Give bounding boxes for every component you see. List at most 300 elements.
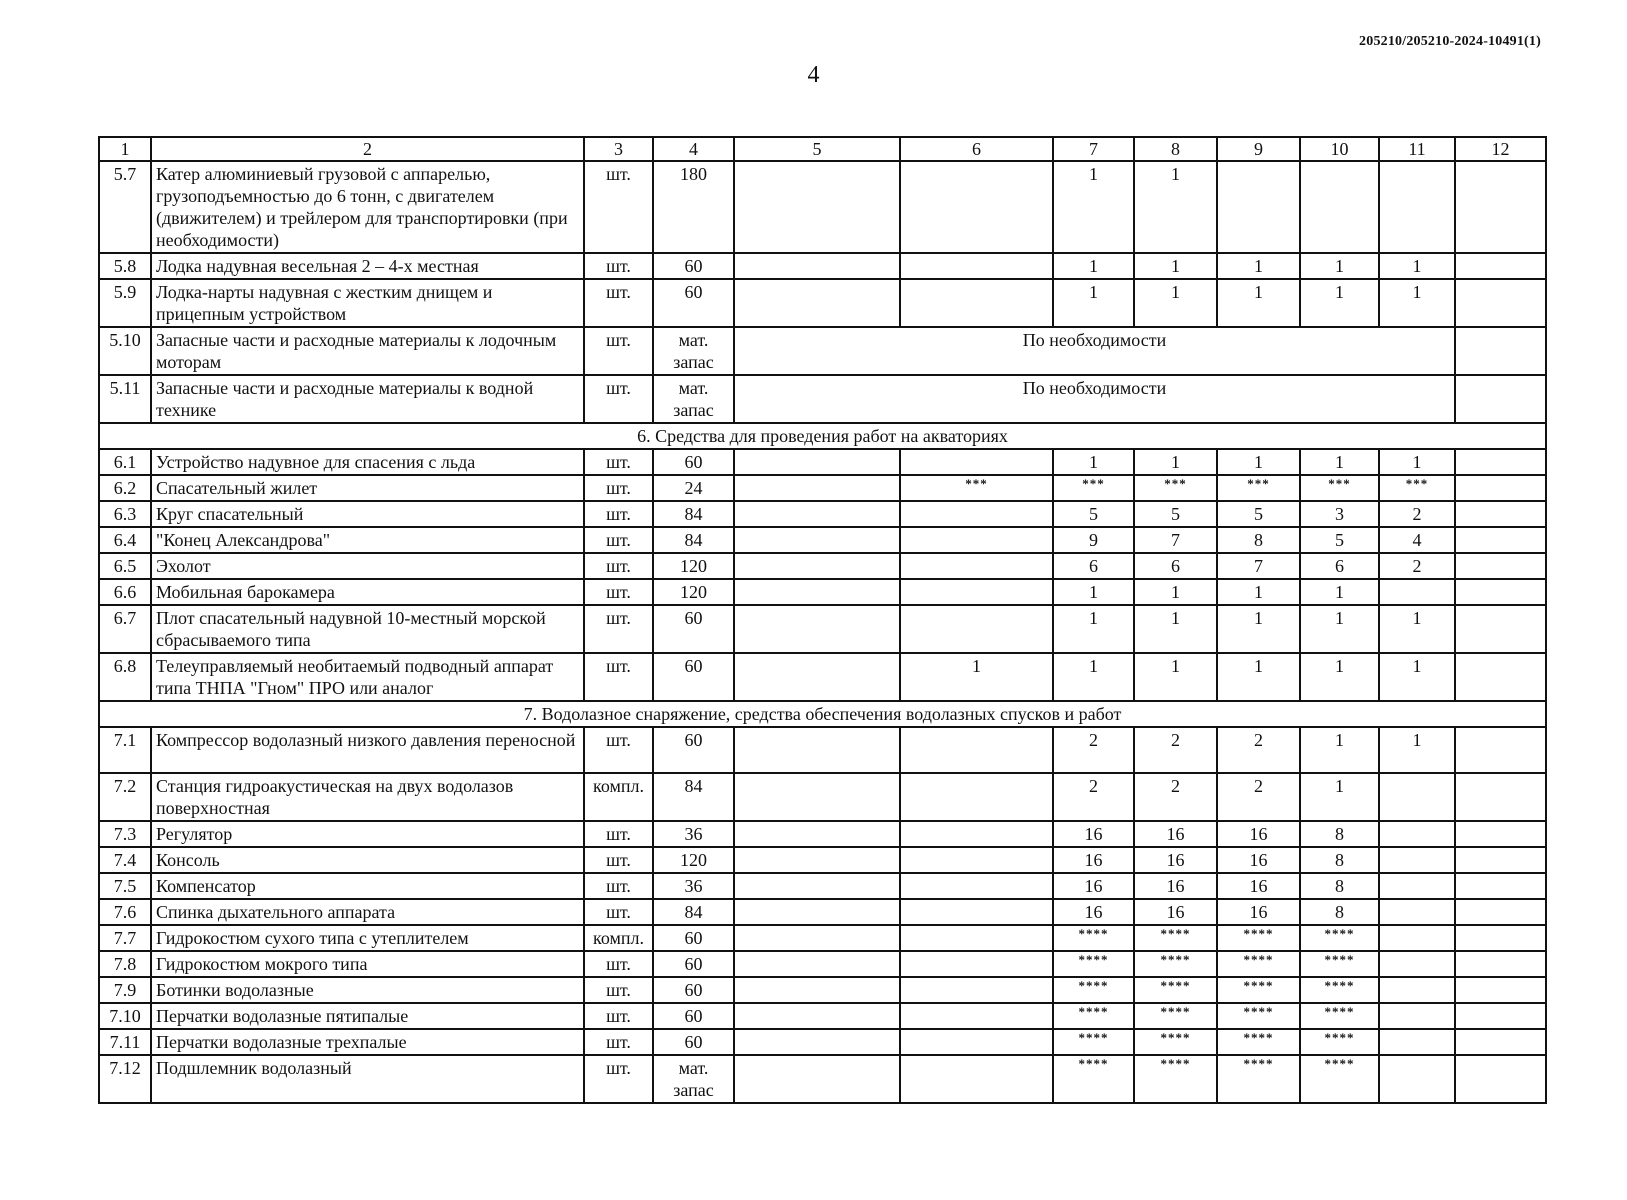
quantity-cell bbox=[1455, 847, 1546, 873]
item-name: Мобильная барокамера bbox=[151, 579, 584, 605]
item-name: Гидрокостюм сухого типа с утеплителем bbox=[151, 925, 584, 951]
quantity-cell bbox=[734, 605, 900, 653]
item-term: 60 bbox=[653, 925, 734, 951]
table-row bbox=[99, 253, 1546, 279]
column-header: 5 bbox=[734, 137, 900, 161]
quantity-cell: 1 bbox=[1134, 449, 1217, 475]
quantity-cell: 1 bbox=[1053, 253, 1134, 279]
quantity-cell: 7 bbox=[1217, 553, 1300, 579]
quantity-cell bbox=[900, 773, 1053, 821]
item-term: 180 bbox=[653, 161, 734, 253]
quantity-cell bbox=[734, 821, 900, 847]
column-header: 3 bbox=[584, 137, 653, 161]
quantity-cell: *** bbox=[1053, 475, 1134, 501]
quantity-cell: **** bbox=[1134, 1055, 1217, 1103]
item-name: Регулятор bbox=[151, 821, 584, 847]
quantity-cell: *** bbox=[1300, 475, 1379, 501]
table-row bbox=[99, 727, 1546, 773]
section-title: 7. Водолазное снаряжение, средства обеспечения водолазных спусков и работ bbox=[99, 701, 1546, 727]
quantity-cell: 1 bbox=[1300, 773, 1379, 821]
quantity-cell bbox=[1455, 375, 1546, 423]
quantity-cell: 1 bbox=[1053, 449, 1134, 475]
item-term: 84 bbox=[653, 899, 734, 925]
quantity-cell: 8 bbox=[1300, 821, 1379, 847]
quantity-cell bbox=[900, 527, 1053, 553]
table-row bbox=[99, 1029, 1546, 1055]
quantity-cell: 16 bbox=[1217, 873, 1300, 899]
table-row bbox=[99, 653, 1546, 701]
item-unit: шт. bbox=[584, 1055, 653, 1103]
quantity-cell: 1 bbox=[1134, 253, 1217, 279]
quantity-cell: 5 bbox=[1217, 501, 1300, 527]
item-name: Перчатки водолазные пятипалые bbox=[151, 1003, 584, 1029]
item-unit: компл. bbox=[584, 773, 653, 821]
quantity-cell: 8 bbox=[1300, 899, 1379, 925]
item-term: 60 bbox=[653, 727, 734, 773]
quantity-cell bbox=[734, 253, 900, 279]
quantity-cell: 1 bbox=[1134, 161, 1217, 253]
item-unit: шт. bbox=[584, 375, 653, 423]
quantity-cell: **** bbox=[1217, 1003, 1300, 1029]
quantity-cell bbox=[1379, 951, 1455, 977]
quantity-cell: *** bbox=[1217, 475, 1300, 501]
item-number: 7.5 bbox=[99, 873, 151, 899]
quantity-cell bbox=[734, 501, 900, 527]
item-term: 60 bbox=[653, 449, 734, 475]
quantity-cell bbox=[900, 821, 1053, 847]
quantity-cell: 16 bbox=[1217, 899, 1300, 925]
table-row bbox=[99, 977, 1546, 1003]
quantity-cell bbox=[900, 449, 1053, 475]
item-name: Ботинки водолазные bbox=[151, 977, 584, 1003]
quantity-cell bbox=[1455, 605, 1546, 653]
quantity-cell bbox=[1455, 899, 1546, 925]
quantity-cell bbox=[734, 579, 900, 605]
quantity-cell bbox=[900, 1055, 1053, 1103]
item-name: Запасные части и расходные материалы к лодочным моторам bbox=[151, 327, 584, 375]
quantity-cell bbox=[1455, 925, 1546, 951]
quantity-cell: 2 bbox=[1053, 773, 1134, 821]
item-term: 36 bbox=[653, 873, 734, 899]
quantity-cell bbox=[734, 279, 900, 327]
quantity-cell: **** bbox=[1134, 1003, 1217, 1029]
item-number: 7.10 bbox=[99, 1003, 151, 1029]
item-term: 24 bbox=[653, 475, 734, 501]
as-needed-note: По необходимости bbox=[734, 375, 1455, 423]
quantity-cell bbox=[1455, 279, 1546, 327]
quantity-cell: 1 bbox=[1300, 449, 1379, 475]
item-unit: шт. bbox=[584, 1029, 653, 1055]
quantity-cell: 16 bbox=[1053, 847, 1134, 873]
quantity-cell bbox=[734, 449, 900, 475]
quantity-cell: **** bbox=[1300, 1003, 1379, 1029]
quantity-cell bbox=[734, 773, 900, 821]
table-row bbox=[99, 279, 1546, 327]
quantity-cell: 16 bbox=[1134, 847, 1217, 873]
item-unit: шт. bbox=[584, 161, 653, 253]
quantity-cell bbox=[1455, 951, 1546, 977]
quantity-cell bbox=[900, 925, 1053, 951]
quantity-cell: 2 bbox=[1134, 727, 1217, 773]
table-row bbox=[99, 925, 1546, 951]
item-number: 7.7 bbox=[99, 925, 151, 951]
quantity-cell: **** bbox=[1053, 1003, 1134, 1029]
column-header: 1 bbox=[99, 137, 151, 161]
quantity-cell: 4 bbox=[1379, 527, 1455, 553]
item-number: 5.8 bbox=[99, 253, 151, 279]
quantity-cell: 16 bbox=[1134, 821, 1217, 847]
quantity-cell: 7 bbox=[1134, 527, 1217, 553]
quantity-cell: 1 bbox=[1300, 605, 1379, 653]
quantity-cell: **** bbox=[1300, 1055, 1379, 1103]
item-unit: шт. bbox=[584, 579, 653, 605]
quantity-cell: 6 bbox=[1053, 553, 1134, 579]
item-term: мат. запас bbox=[653, 375, 734, 423]
item-unit: шт. bbox=[584, 279, 653, 327]
quantity-cell: 1 bbox=[1217, 279, 1300, 327]
table-row bbox=[99, 899, 1546, 925]
document-number: 205210/205210-2024-10491(1) bbox=[1359, 34, 1541, 49]
item-unit: шт. bbox=[584, 553, 653, 579]
item-number: 7.9 bbox=[99, 977, 151, 1003]
quantity-cell bbox=[1379, 1029, 1455, 1055]
quantity-cell: 1 bbox=[1379, 605, 1455, 653]
item-term: мат. запас bbox=[653, 1055, 734, 1103]
item-number: 5.7 bbox=[99, 161, 151, 253]
table-row bbox=[99, 449, 1546, 475]
item-term: 120 bbox=[653, 847, 734, 873]
column-header: 9 bbox=[1217, 137, 1300, 161]
quantity-cell: 16 bbox=[1053, 873, 1134, 899]
item-name: Устройство надувное для спасения с льда bbox=[151, 449, 584, 475]
table-row bbox=[99, 1003, 1546, 1029]
column-header: 10 bbox=[1300, 137, 1379, 161]
quantity-cell bbox=[1379, 899, 1455, 925]
item-number: 5.11 bbox=[99, 375, 151, 423]
quantity-cell bbox=[734, 1029, 900, 1055]
quantity-cell: 1 bbox=[1379, 449, 1455, 475]
quantity-cell: **** bbox=[1134, 977, 1217, 1003]
item-unit: шт. bbox=[584, 727, 653, 773]
quantity-cell bbox=[1379, 1055, 1455, 1103]
quantity-cell: 1 bbox=[1053, 161, 1134, 253]
quantity-cell bbox=[734, 527, 900, 553]
table-row bbox=[99, 605, 1546, 653]
quantity-cell bbox=[900, 873, 1053, 899]
item-name: Телеуправляемый необитаемый подводный аппарат типа ТНПА "Гном" ПРО или аналог bbox=[151, 653, 584, 701]
quantity-cell bbox=[734, 553, 900, 579]
item-unit: компл. bbox=[584, 925, 653, 951]
quantity-cell: **** bbox=[1217, 977, 1300, 1003]
quantity-cell: **** bbox=[1053, 977, 1134, 1003]
quantity-cell bbox=[900, 553, 1053, 579]
quantity-cell bbox=[734, 161, 900, 253]
quantity-cell: 16 bbox=[1217, 821, 1300, 847]
item-number: 5.10 bbox=[99, 327, 151, 375]
quantity-cell bbox=[900, 1003, 1053, 1029]
item-unit: шт. bbox=[584, 449, 653, 475]
item-number: 7.8 bbox=[99, 951, 151, 977]
quantity-cell bbox=[1455, 253, 1546, 279]
quantity-cell bbox=[1455, 579, 1546, 605]
column-header: 4 bbox=[653, 137, 734, 161]
item-number: 7.3 bbox=[99, 821, 151, 847]
quantity-cell: 1 bbox=[1300, 279, 1379, 327]
item-number: 6.7 bbox=[99, 605, 151, 653]
item-term: 60 bbox=[653, 977, 734, 1003]
item-number: 6.6 bbox=[99, 579, 151, 605]
item-number: 6.1 bbox=[99, 449, 151, 475]
as-needed-note: По необходимости bbox=[734, 327, 1455, 375]
quantity-cell: 1 bbox=[1300, 653, 1379, 701]
quantity-cell bbox=[900, 977, 1053, 1003]
column-header: 7 bbox=[1053, 137, 1134, 161]
item-name: Перчатки водолазные трехпалые bbox=[151, 1029, 584, 1055]
quantity-cell bbox=[1455, 773, 1546, 821]
item-name: Запасные части и расходные материалы к водной технике bbox=[151, 375, 584, 423]
column-header-row bbox=[99, 137, 1546, 161]
quantity-cell bbox=[1455, 475, 1546, 501]
quantity-cell: 5 bbox=[1053, 501, 1134, 527]
quantity-cell bbox=[1455, 1003, 1546, 1029]
item-unit: шт. bbox=[584, 821, 653, 847]
quantity-cell bbox=[1455, 1055, 1546, 1103]
item-name: Лодка надувная весельная 2 – 4-х местная bbox=[151, 253, 584, 279]
quantity-cell: **** bbox=[1134, 951, 1217, 977]
quantity-cell: 2 bbox=[1379, 553, 1455, 579]
quantity-cell: 1 bbox=[1379, 279, 1455, 327]
item-unit: шт. bbox=[584, 951, 653, 977]
table-row bbox=[99, 501, 1546, 527]
equipment-table bbox=[98, 136, 1547, 1104]
quantity-cell bbox=[1300, 161, 1379, 253]
quantity-cell bbox=[1455, 553, 1546, 579]
quantity-cell: *** bbox=[900, 475, 1053, 501]
quantity-cell: 1 bbox=[1053, 279, 1134, 327]
item-term: 60 bbox=[653, 951, 734, 977]
table-row bbox=[99, 553, 1546, 579]
item-unit: шт. bbox=[584, 653, 653, 701]
quantity-cell bbox=[734, 727, 900, 773]
item-term: 60 bbox=[653, 253, 734, 279]
quantity-cell bbox=[734, 873, 900, 899]
item-number: 5.9 bbox=[99, 279, 151, 327]
quantity-cell: 1 bbox=[1379, 253, 1455, 279]
quantity-cell bbox=[734, 847, 900, 873]
quantity-cell: 16 bbox=[1134, 873, 1217, 899]
quantity-cell bbox=[900, 605, 1053, 653]
quantity-cell bbox=[900, 279, 1053, 327]
quantity-cell: **** bbox=[1053, 951, 1134, 977]
item-number: 6.8 bbox=[99, 653, 151, 701]
quantity-cell: 8 bbox=[1217, 527, 1300, 553]
quantity-cell: 5 bbox=[1134, 501, 1217, 527]
quantity-cell bbox=[1455, 977, 1546, 1003]
quantity-cell bbox=[1379, 873, 1455, 899]
quantity-cell: 16 bbox=[1217, 847, 1300, 873]
quantity-cell bbox=[1455, 873, 1546, 899]
item-number: 7.2 bbox=[99, 773, 151, 821]
item-unit: шт. bbox=[584, 847, 653, 873]
item-name: Лодка-нарты надувная с жестким днищем и прицепным устройством bbox=[151, 279, 584, 327]
quantity-cell: 1 bbox=[1379, 727, 1455, 773]
item-number: 7.11 bbox=[99, 1029, 151, 1055]
quantity-cell: 2 bbox=[1217, 727, 1300, 773]
quantity-cell: **** bbox=[1053, 1029, 1134, 1055]
item-number: 7.1 bbox=[99, 727, 151, 773]
quantity-cell: **** bbox=[1053, 1055, 1134, 1103]
item-term: 120 bbox=[653, 553, 734, 579]
item-name: Плот спасательный надувной 10-местный морской сбрасываемого типа bbox=[151, 605, 584, 653]
item-unit: шт. bbox=[584, 501, 653, 527]
item-name: Круг спасательный bbox=[151, 501, 584, 527]
item-unit: шт. bbox=[584, 873, 653, 899]
quantity-cell bbox=[734, 977, 900, 1003]
quantity-cell bbox=[1455, 527, 1546, 553]
quantity-cell: **** bbox=[1134, 1029, 1217, 1055]
quantity-cell: 2 bbox=[1217, 773, 1300, 821]
quantity-cell: 8 bbox=[1300, 847, 1379, 873]
quantity-cell bbox=[734, 653, 900, 701]
quantity-cell: 1 bbox=[1217, 653, 1300, 701]
quantity-cell: 1 bbox=[1134, 279, 1217, 327]
item-unit: шт. bbox=[584, 977, 653, 1003]
item-name: "Конец Александрова" bbox=[151, 527, 584, 553]
quantity-cell: 2 bbox=[1379, 501, 1455, 527]
quantity-cell bbox=[900, 1029, 1053, 1055]
quantity-cell: 1 bbox=[1217, 579, 1300, 605]
quantity-cell: 1 bbox=[900, 653, 1053, 701]
quantity-cell: 5 bbox=[1300, 527, 1379, 553]
item-unit: шт. bbox=[584, 475, 653, 501]
item-name: Подшлемник водолазный bbox=[151, 1055, 584, 1103]
quantity-cell bbox=[734, 1003, 900, 1029]
section-title: 6. Средства для проведения работ на акваториях bbox=[99, 423, 1546, 449]
quantity-cell bbox=[1455, 449, 1546, 475]
section-header-row bbox=[99, 701, 1546, 727]
table-row bbox=[99, 773, 1546, 821]
quantity-cell: 1 bbox=[1300, 727, 1379, 773]
quantity-cell bbox=[1455, 727, 1546, 773]
item-name: Консоль bbox=[151, 847, 584, 873]
table-row bbox=[99, 873, 1546, 899]
quantity-cell bbox=[734, 1055, 900, 1103]
quantity-cell: **** bbox=[1300, 1029, 1379, 1055]
quantity-cell bbox=[1379, 821, 1455, 847]
quantity-cell: **** bbox=[1217, 925, 1300, 951]
item-name: Спинка дыхательного аппарата bbox=[151, 899, 584, 925]
item-name: Эхолот bbox=[151, 553, 584, 579]
quantity-cell: **** bbox=[1300, 925, 1379, 951]
item-term: 60 bbox=[653, 605, 734, 653]
quantity-cell bbox=[1379, 579, 1455, 605]
quantity-cell bbox=[900, 253, 1053, 279]
table-row bbox=[99, 821, 1546, 847]
quantity-cell: 6 bbox=[1300, 553, 1379, 579]
quantity-cell bbox=[734, 951, 900, 977]
item-number: 6.5 bbox=[99, 553, 151, 579]
quantity-cell: *** bbox=[1379, 475, 1455, 501]
quantity-cell bbox=[1455, 327, 1546, 375]
quantity-cell: 3 bbox=[1300, 501, 1379, 527]
quantity-cell bbox=[1379, 925, 1455, 951]
quantity-cell: 1 bbox=[1053, 605, 1134, 653]
item-term: мат. запас bbox=[653, 327, 734, 375]
item-term: 60 bbox=[653, 1003, 734, 1029]
quantity-cell bbox=[1379, 847, 1455, 873]
item-name: Катер алюминиевый грузовой с аппарелью, грузоподъемностью до 6 тонн, с двигателем (движителем) и трейлером для транспортировки (при необходимости) bbox=[151, 161, 584, 253]
item-unit: шт. bbox=[584, 327, 653, 375]
column-header: 8 bbox=[1134, 137, 1217, 161]
quantity-cell bbox=[900, 579, 1053, 605]
table-row bbox=[99, 327, 1546, 375]
quantity-cell bbox=[900, 161, 1053, 253]
item-term: 60 bbox=[653, 279, 734, 327]
quantity-cell bbox=[1455, 821, 1546, 847]
quantity-cell: **** bbox=[1300, 951, 1379, 977]
quantity-cell bbox=[1379, 161, 1455, 253]
quantity-cell bbox=[900, 951, 1053, 977]
quantity-cell: 16 bbox=[1053, 821, 1134, 847]
quantity-cell bbox=[1455, 161, 1546, 253]
column-header: 11 bbox=[1379, 137, 1455, 161]
item-number: 6.4 bbox=[99, 527, 151, 553]
item-unit: шт. bbox=[584, 899, 653, 925]
quantity-cell bbox=[1379, 773, 1455, 821]
item-term: 84 bbox=[653, 501, 734, 527]
quantity-cell: 1 bbox=[1053, 653, 1134, 701]
item-name: Компрессор водолазный низкого давления переносной bbox=[151, 727, 584, 773]
quantity-cell: 1 bbox=[1134, 605, 1217, 653]
item-term: 84 bbox=[653, 527, 734, 553]
table-row bbox=[99, 527, 1546, 553]
item-unit: шт. bbox=[584, 527, 653, 553]
quantity-cell bbox=[900, 501, 1053, 527]
item-term: 60 bbox=[653, 653, 734, 701]
quantity-cell: 16 bbox=[1134, 899, 1217, 925]
quantity-cell bbox=[734, 899, 900, 925]
item-unit: шт. bbox=[584, 1003, 653, 1029]
quantity-cell: 1 bbox=[1053, 579, 1134, 605]
item-unit: шт. bbox=[584, 253, 653, 279]
table-row bbox=[99, 1055, 1546, 1103]
table-row bbox=[99, 161, 1546, 253]
quantity-cell: **** bbox=[1217, 1055, 1300, 1103]
column-header: 12 bbox=[1455, 137, 1546, 161]
quantity-cell: 1 bbox=[1379, 653, 1455, 701]
column-header: 6 bbox=[900, 137, 1053, 161]
quantity-cell: 1 bbox=[1217, 449, 1300, 475]
table-row bbox=[99, 847, 1546, 873]
quantity-cell: **** bbox=[1217, 951, 1300, 977]
item-term: 36 bbox=[653, 821, 734, 847]
item-number: 6.3 bbox=[99, 501, 151, 527]
item-number: 7.6 bbox=[99, 899, 151, 925]
item-name: Компенсатор bbox=[151, 873, 584, 899]
quantity-cell: **** bbox=[1300, 977, 1379, 1003]
quantity-cell: 1 bbox=[1134, 579, 1217, 605]
quantity-cell: 9 bbox=[1053, 527, 1134, 553]
page-number: 4 bbox=[807, 62, 820, 88]
quantity-cell: 2 bbox=[1134, 773, 1217, 821]
quantity-cell bbox=[900, 899, 1053, 925]
item-name: Станция гидроакустическая на двух водолазов поверхностная bbox=[151, 773, 584, 821]
quantity-cell: **** bbox=[1134, 925, 1217, 951]
item-number: 7.12 bbox=[99, 1055, 151, 1103]
table-row bbox=[99, 579, 1546, 605]
quantity-cell bbox=[1379, 1003, 1455, 1029]
quantity-cell: 6 bbox=[1134, 553, 1217, 579]
